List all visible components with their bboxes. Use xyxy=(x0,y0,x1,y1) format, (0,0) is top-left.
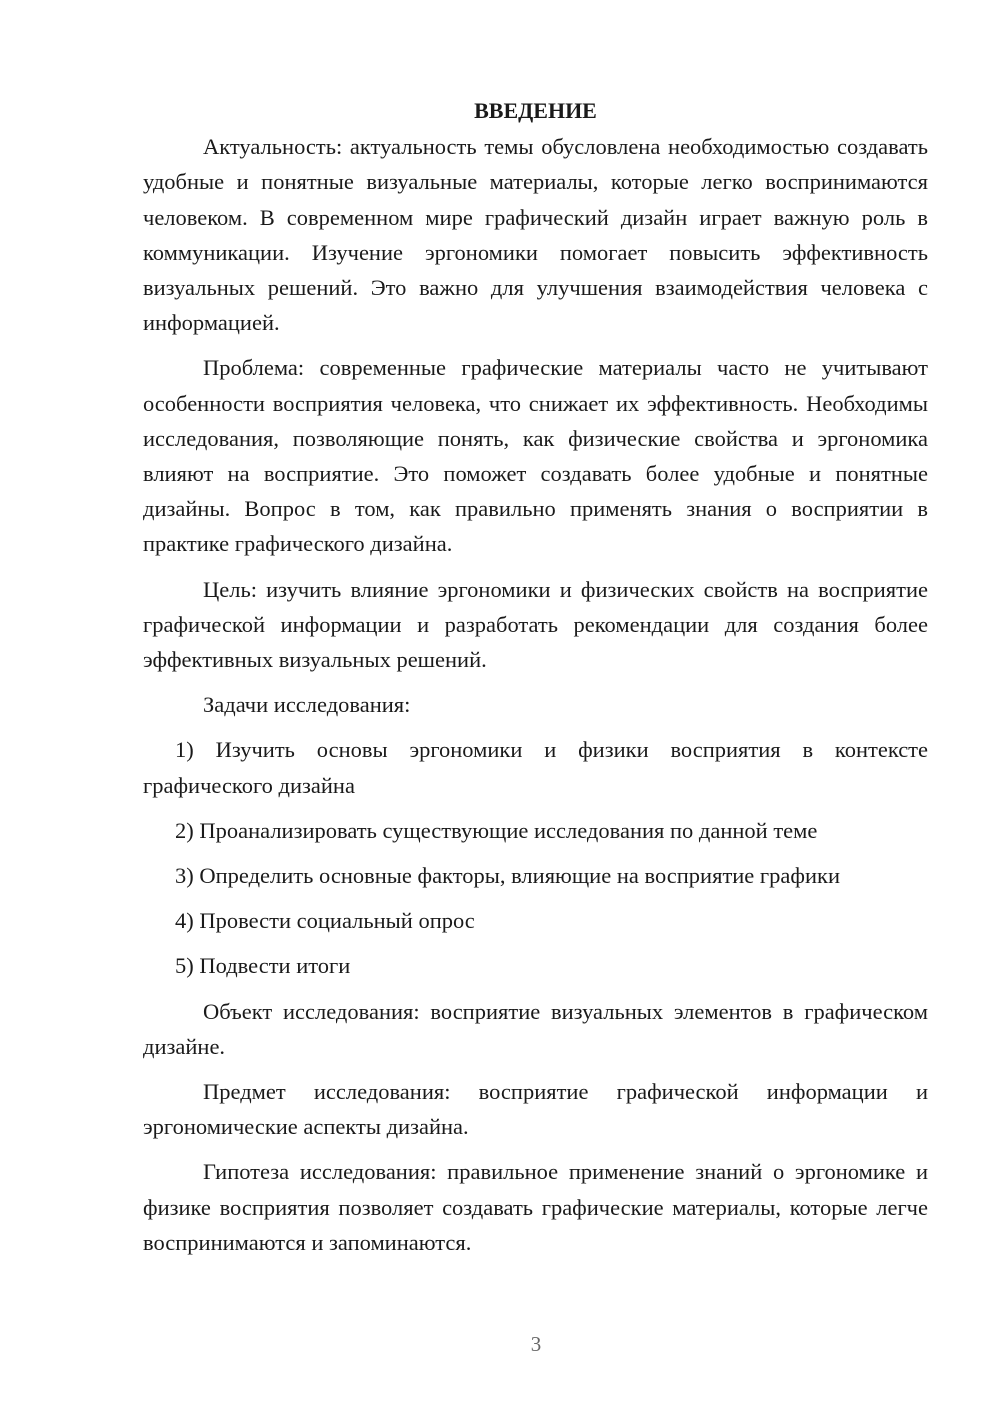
section-heading: ВВЕДЕНИЕ xyxy=(474,98,597,123)
task-item-2: 2) Проанализировать существующие исследования по данной теме xyxy=(175,817,818,843)
tasks-heading: Задачи исследования: xyxy=(203,692,411,718)
subject-paragraph: Предмет исследования: восприятие графической информации и эргономические аспекты дизайна. xyxy=(143,1079,928,1140)
task-item-5: 5) Подвести итоги xyxy=(175,953,351,979)
problem-paragraph: Проблема: современные графические материалы часто не учитывают особенности восприятия человека, что снижает их эффективность. Необходимы исследования, позволяющие понять, как физические свойства и эргономика влияют на восприятие. Это поможет создавать более удобные и понятные дизайны. Вопрос в том, как правильно применять знания о восприятии в практике графического дизайна. xyxy=(143,355,928,557)
task-item-4: 4) Провести социальный опрос xyxy=(175,908,475,934)
object-paragraph: Объект исследования: восприятие визуальных элементов в графическом дизайне. xyxy=(143,998,928,1059)
hypothesis-paragraph: Гипотеза исследования: правильное применение знаний о эргономике и физике восприятия позволяет создавать графические материалы, которые легче воспринимаются и запоминаются. xyxy=(143,1159,928,1255)
page-number: 3 xyxy=(530,1332,542,1356)
task-item-3: 3) Определить основные факторы, влияющие на восприятие графики xyxy=(175,863,840,889)
goal-paragraph: Цель: изучить влияние эргономики и физических свойств на восприятие графической информации и разработать рекомендации для создания более эффективных визуальных решений. xyxy=(143,576,928,673)
document-page xyxy=(143,93,928,1270)
task-item-1: 1) Изучить основы эргономики и физики восприятия в контексте графического дизайна xyxy=(143,737,928,798)
relevance-paragraph: Актуальность: актуальность темы обусловлена необходимостью создавать удобные и понятные визуальные материалы, которые легко воспринимаются человеком. В современном мире графический дизайн играет важную роль в коммуникации. Изучение эргономики помогает повысить эффективность визуальных решений. Это важно для улучшения взаимодействия человека с информацией. xyxy=(143,134,928,336)
